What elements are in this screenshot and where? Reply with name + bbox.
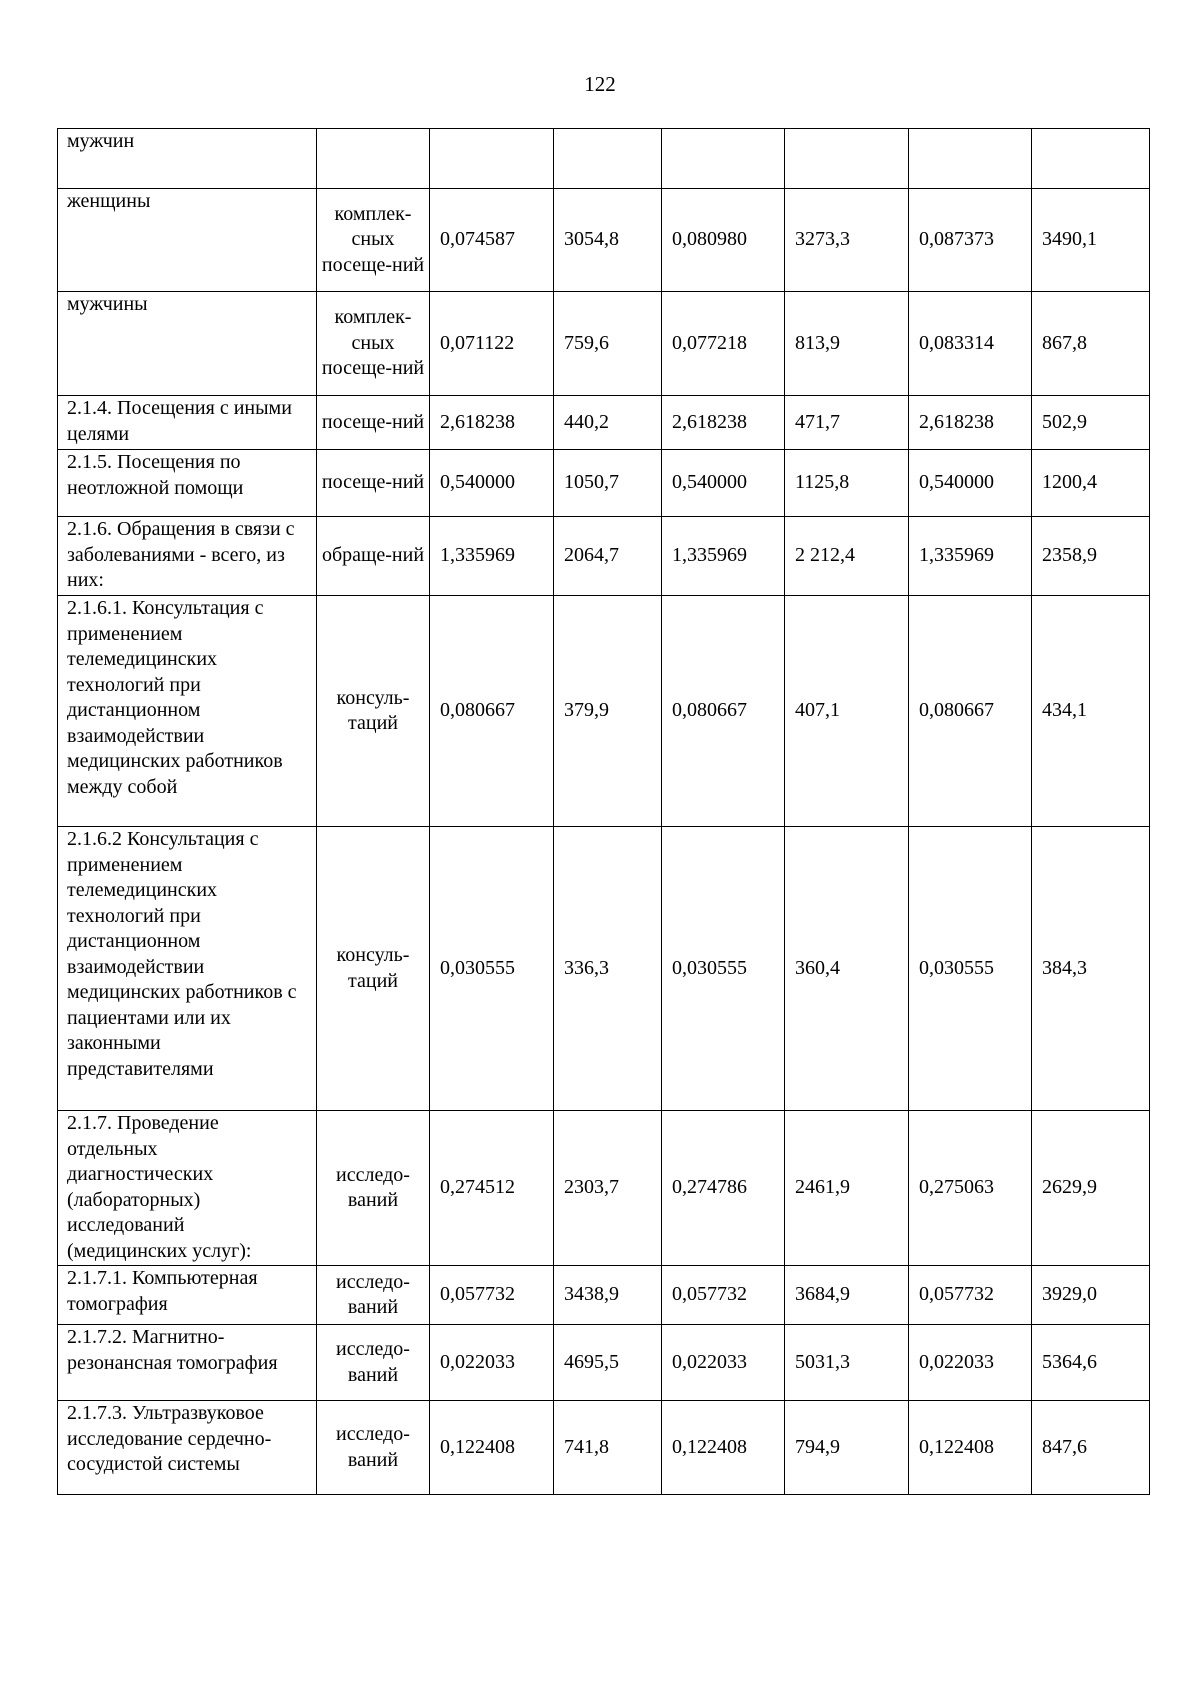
value-cell: 794,9 bbox=[785, 1401, 909, 1495]
value-cell: 3438,9 bbox=[554, 1266, 662, 1325]
value-cell: 434,1 bbox=[1032, 596, 1150, 827]
value-cell: 3273,3 bbox=[785, 189, 909, 292]
value-cell bbox=[554, 129, 662, 189]
value-cell: 0,022033 bbox=[909, 1325, 1032, 1401]
value-cell: 379,9 bbox=[554, 596, 662, 827]
value-cell: 0,540000 bbox=[909, 450, 1032, 517]
table-body bbox=[58, 129, 1150, 1495]
value-cell: 0,080667 bbox=[430, 596, 554, 827]
row-name-cell: 2.1.5. Посещения по неотложной помощи bbox=[58, 450, 317, 517]
value-cell: 0,083314 bbox=[909, 292, 1032, 396]
value-cell: 2,618238 bbox=[909, 396, 1032, 450]
row-name-cell: 2.1.7. Проведение отдельных диагностических (лабораторных) исследований (медицинских услуг): bbox=[58, 1111, 317, 1266]
value-cell: 0,122408 bbox=[430, 1401, 554, 1495]
value-cell: 0,275063 bbox=[909, 1111, 1032, 1266]
value-cell: 813,9 bbox=[785, 292, 909, 396]
value-cell: 336,3 bbox=[554, 827, 662, 1111]
table-row bbox=[58, 827, 1150, 1111]
value-cell: 0,057732 bbox=[909, 1266, 1032, 1325]
value-cell: 440,2 bbox=[554, 396, 662, 450]
value-cell: 0,030555 bbox=[909, 827, 1032, 1111]
value-cell: 1125,8 bbox=[785, 450, 909, 517]
table-row bbox=[58, 396, 1150, 450]
value-cell: 1,335969 bbox=[430, 517, 554, 596]
value-cell: 5031,3 bbox=[785, 1325, 909, 1401]
value-cell: 3054,8 bbox=[554, 189, 662, 292]
row-name-cell: женщины bbox=[58, 189, 317, 292]
value-cell: 360,4 bbox=[785, 827, 909, 1111]
value-cell bbox=[785, 129, 909, 189]
value-cell: 847,6 bbox=[1032, 1401, 1150, 1495]
table-row bbox=[58, 129, 1150, 189]
value-cell: 407,1 bbox=[785, 596, 909, 827]
value-cell: 1,335969 bbox=[909, 517, 1032, 596]
value-cell: 384,3 bbox=[1032, 827, 1150, 1111]
unit-cell: посеще-ний bbox=[317, 450, 430, 517]
value-cell: 0,022033 bbox=[662, 1325, 785, 1401]
value-cell: 4695,5 bbox=[554, 1325, 662, 1401]
value-cell: 471,7 bbox=[785, 396, 909, 450]
unit-cell: исследо-ваний bbox=[317, 1111, 430, 1266]
row-name-cell: мужчин bbox=[58, 129, 317, 189]
table-row bbox=[58, 596, 1150, 827]
row-name-cell: мужчины bbox=[58, 292, 317, 396]
value-cell: 0,540000 bbox=[430, 450, 554, 517]
value-cell: 0,274786 bbox=[662, 1111, 785, 1266]
unit-cell: исследо-ваний bbox=[317, 1266, 430, 1325]
value-cell: 2,618238 bbox=[662, 396, 785, 450]
table-row bbox=[58, 189, 1150, 292]
table-row bbox=[58, 1266, 1150, 1325]
value-cell: 2629,9 bbox=[1032, 1111, 1150, 1266]
value-cell: 3684,9 bbox=[785, 1266, 909, 1325]
value-cell bbox=[1032, 129, 1150, 189]
page-number: 122 bbox=[584, 72, 616, 96]
row-name-cell: 2.1.7.3. Ультразвуковое исследование сердечно-сосудистой системы bbox=[58, 1401, 317, 1495]
row-name-cell: 2.1.7.2. Магнитно-резонансная томография bbox=[58, 1325, 317, 1401]
row-name-cell: 2.1.6.1. Консультация с применением телемедицинских технологий при дистанционном взаимодействии медицинских работников между собой bbox=[58, 596, 317, 827]
unit-cell: консуль-таций bbox=[317, 827, 430, 1111]
row-name-cell: 2.1.6. Обращения в связи с заболеваниями - всего, из них: bbox=[58, 517, 317, 596]
value-cell: 0,122408 bbox=[662, 1401, 785, 1495]
value-cell: 2303,7 bbox=[554, 1111, 662, 1266]
table-row bbox=[58, 517, 1150, 596]
value-cell bbox=[909, 129, 1032, 189]
value-cell: 0,074587 bbox=[430, 189, 554, 292]
value-cell: 0,071122 bbox=[430, 292, 554, 396]
row-name-cell: 2.1.7.1. Компьютерная томография bbox=[58, 1266, 317, 1325]
value-cell: 2,618238 bbox=[430, 396, 554, 450]
value-cell: 5364,6 bbox=[1032, 1325, 1150, 1401]
unit-cell: консуль-таций bbox=[317, 596, 430, 827]
table-row bbox=[58, 292, 1150, 396]
table-row bbox=[58, 450, 1150, 517]
value-cell: 3490,1 bbox=[1032, 189, 1150, 292]
tariff-table bbox=[57, 128, 1150, 1495]
row-name-cell: 2.1.4. Посещения с иными целями bbox=[58, 396, 317, 450]
value-cell: 867,8 bbox=[1032, 292, 1150, 396]
value-cell: 0,057732 bbox=[662, 1266, 785, 1325]
value-cell: 0,087373 bbox=[909, 189, 1032, 292]
row-name-cell: 2.1.6.2 Консультация с применением телемедицинских технологий при дистанционном взаимодействии медицинских работников с пациентами или их законными представителями bbox=[58, 827, 317, 1111]
value-cell: 0,274512 bbox=[430, 1111, 554, 1266]
value-cell: 2 212,4 bbox=[785, 517, 909, 596]
unit-cell bbox=[317, 129, 430, 189]
value-cell bbox=[430, 129, 554, 189]
value-cell: 3929,0 bbox=[1032, 1266, 1150, 1325]
unit-cell: исследо-ваний bbox=[317, 1401, 430, 1495]
value-cell: 1200,4 bbox=[1032, 450, 1150, 517]
table-row bbox=[58, 1111, 1150, 1266]
value-cell: 0,540000 bbox=[662, 450, 785, 517]
value-cell: 0,057732 bbox=[430, 1266, 554, 1325]
value-cell: 0,122408 bbox=[909, 1401, 1032, 1495]
value-cell: 2461,9 bbox=[785, 1111, 909, 1266]
value-cell: 0,080980 bbox=[662, 189, 785, 292]
unit-cell: обраще-ний bbox=[317, 517, 430, 596]
unit-cell: посеще-ний bbox=[317, 396, 430, 450]
table-row bbox=[58, 1325, 1150, 1401]
table-row bbox=[58, 1401, 1150, 1495]
value-cell: 0,077218 bbox=[662, 292, 785, 396]
value-cell: 0,022033 bbox=[430, 1325, 554, 1401]
value-cell: 1,335969 bbox=[662, 517, 785, 596]
value-cell: 759,6 bbox=[554, 292, 662, 396]
value-cell: 0,030555 bbox=[430, 827, 554, 1111]
value-cell bbox=[662, 129, 785, 189]
value-cell: 502,9 bbox=[1032, 396, 1150, 450]
value-cell: 741,8 bbox=[554, 1401, 662, 1495]
unit-cell: исследо-ваний bbox=[317, 1325, 430, 1401]
unit-cell: комплек-сных посеще-ний bbox=[317, 189, 430, 292]
value-cell: 1050,7 bbox=[554, 450, 662, 517]
value-cell: 2064,7 bbox=[554, 517, 662, 596]
value-cell: 2358,9 bbox=[1032, 517, 1150, 596]
unit-cell: комплек-сных посеще-ний bbox=[317, 292, 430, 396]
value-cell: 0,030555 bbox=[662, 827, 785, 1111]
value-cell: 0,080667 bbox=[662, 596, 785, 827]
value-cell: 0,080667 bbox=[909, 596, 1032, 827]
